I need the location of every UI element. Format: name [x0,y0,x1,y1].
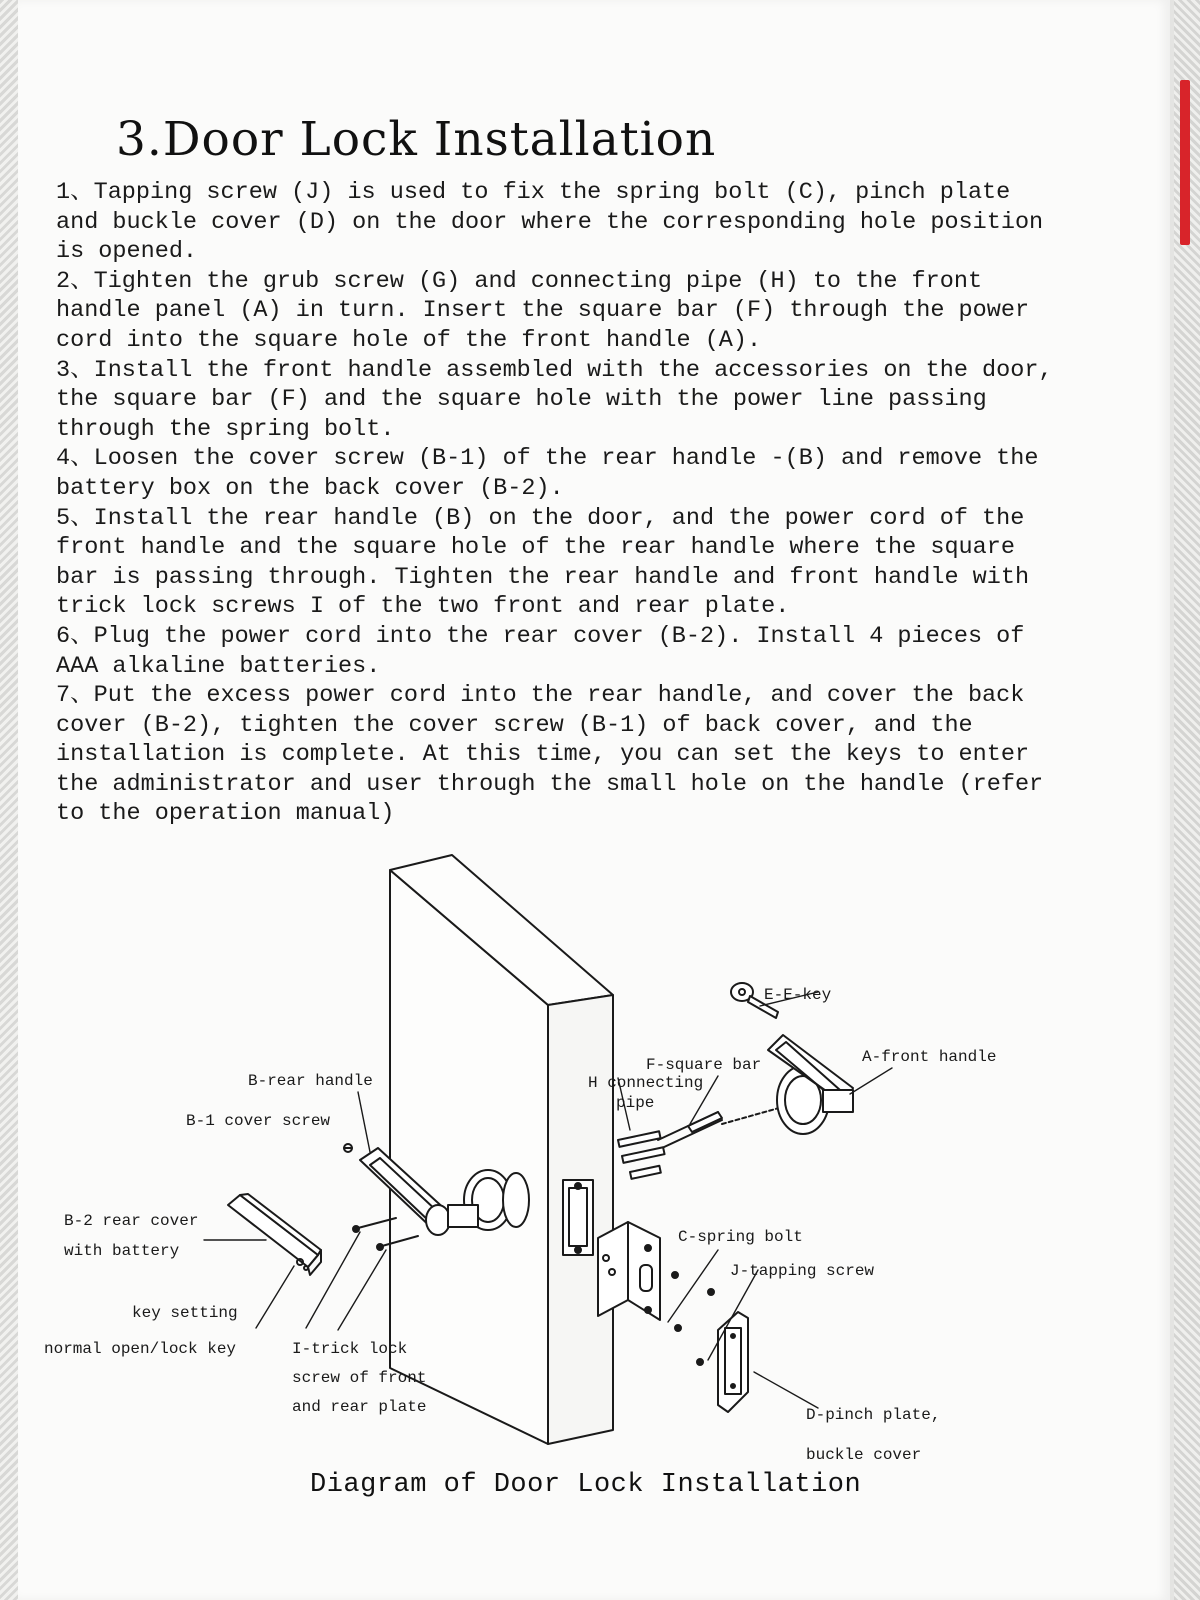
label-trick-lock-line3: and rear plate [292,1398,427,1416]
label-spring-bolt: C-spring bolt [678,1228,803,1246]
step-4: 4、Loosen the cover screw (B-1) of the rear handle -(B) and remove the battery box on the back cover (B-2). [56,445,1039,502]
step-3: 3、Install the front handle assembled with the accessories on the door, the square bar (F) and the square hole with the power line passing through the spring bolt. [56,356,1053,443]
step-1: 1、Tapping screw (J) is used to fix the spring bolt (C), pinch plate and buckle cover (D) on the door where the corresponding hole position is opened. [56,179,1044,266]
label-key-setting: key setting [132,1304,238,1322]
label-trick-lock-line1: I-trick lock [292,1340,408,1358]
label-pinch-plate-line2: buckle cover [806,1446,922,1464]
step-6: 6、Plug the power cord into the rear cover (B-2). Install 4 pieces of AAA alkaline batteries. [56,622,1025,680]
spring-bolt [598,1222,660,1320]
label-normal-open-key: normal open/lock key [44,1340,237,1358]
label-rear-cover-line2: with battery [64,1242,180,1260]
label-square-bar: F-square bar [646,1056,762,1074]
door-latch-mortise [563,1180,593,1255]
label-front-handle: A-front handle [862,1048,997,1066]
label-cover-screw: B-1 cover screw [186,1112,331,1130]
door-lock-diagram [18,0,1170,1600]
label-rear-cover-line1: B-2 rear cover [64,1212,199,1230]
label-trick-lock-line2: screw of front [292,1369,427,1387]
cover-screw [344,1144,352,1152]
label-rear-handle: B-rear handle [248,1072,373,1090]
label-key: E-E-key [764,986,832,1004]
step-7: 7、Put the excess power cord into the rear handle, and cover the back cover (B-2), tighten the cover screw (B-1) of back cover, and the installation is complete. At this time, you can set the keys to enter the administrator and user through the small hole on the handle (refer to the operation manual) [56,682,1044,828]
door-slab [390,855,613,1444]
step-2: 2、Tighten the grub screw (G) and connecting pipe (H) to the front handle panel (A) in turn. Insert the square bar (F) through the power cord into the square hole of the front handle (A). [56,267,1030,354]
page-edge-left [0,0,18,1600]
square-bar-and-pipes [618,1112,722,1179]
label-connecting-pipe-line1: H connecting [588,1074,704,1092]
pinch-plate [718,1312,748,1412]
manual-page [18,0,1170,1600]
label-tapping-screw: J-tapping screw [730,1262,875,1280]
label-pinch-plate-line1: D-pinch plate, [806,1406,941,1424]
diagram-caption: Diagram of Door Lock Installation [310,1470,862,1500]
bookmark-tab [1180,80,1190,245]
section-title: 3.Door Lock Installation [116,112,717,167]
front-handle [768,1035,853,1134]
label-connecting-pipe-line2: pipe [616,1094,655,1112]
rear-cover-battery [228,1194,321,1275]
step-5: 5、Install the rear handle (B) on the door, and the power cord of the front handle and the square hole of the rear handle where the square bar is passing through. Tighten the rear handle and front handle with trick lock screws I of the two front and rear plate. [56,504,1030,621]
power-cord [722,1106,786,1124]
